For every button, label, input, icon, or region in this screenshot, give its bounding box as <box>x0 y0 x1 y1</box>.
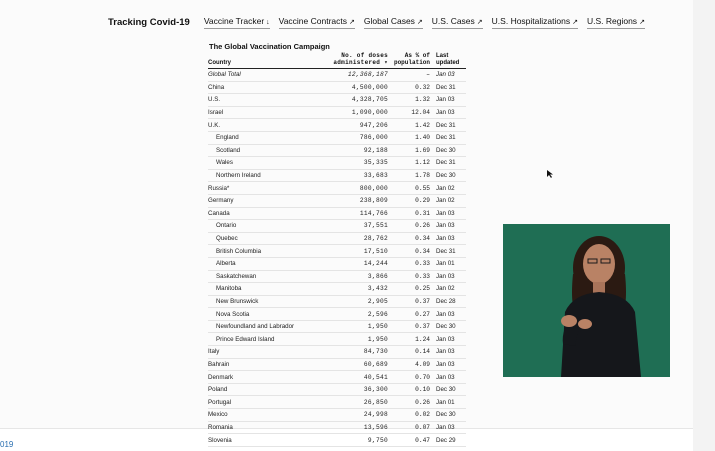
doses-cell: 40,541 <box>326 371 388 384</box>
doses-cell: 238,809 <box>326 194 388 207</box>
bottom-link[interactable]: 019 <box>0 440 14 449</box>
table-row <box>208 232 466 245</box>
nav-item-vaccine-tracker[interactable]: Vaccine Tracker ↓ <box>204 16 270 29</box>
doses-cell: 13,596 <box>326 421 388 434</box>
updated-cell: Dec 31 <box>430 81 466 94</box>
country-cell: Alberta <box>208 257 326 270</box>
updated-cell: Dec 29 <box>430 434 466 447</box>
percent-cell: 0.29 <box>388 194 430 207</box>
external-arrow-icon: ↗ <box>476 18 483 26</box>
country-cell: Slovenia <box>208 434 326 447</box>
doses-cell: 84,730 <box>326 346 388 359</box>
updated-cell: Jan 03 <box>430 232 466 245</box>
table-row <box>208 220 466 233</box>
percent-cell: 0.55 <box>388 182 430 195</box>
table-row <box>208 396 466 409</box>
percent-cell: 0.02 <box>388 409 430 422</box>
doses-cell: 33,683 <box>326 169 388 182</box>
doses-cell: 800,000 <box>326 182 388 195</box>
percent-cell: 0.37 <box>388 295 430 308</box>
percent-cell: 1.78 <box>388 169 430 182</box>
table-row <box>208 245 466 258</box>
doses-cell: 2,905 <box>326 295 388 308</box>
table-row <box>208 333 466 346</box>
doses-cell: 3,866 <box>326 270 388 283</box>
doses-cell: 947,206 <box>326 119 388 132</box>
doses-cell: 4,500,000 <box>326 81 388 94</box>
percent-cell: 1.40 <box>388 131 430 144</box>
table-row <box>208 106 466 119</box>
percent-cell: 4.09 <box>388 358 430 371</box>
percent-cell: 0.27 <box>388 308 430 321</box>
updated-cell: Jan 03 <box>430 358 466 371</box>
updated-cell: Dec 31 <box>430 245 466 258</box>
percent-cell: 0.26 <box>388 220 430 233</box>
external-arrow-icon: ↗ <box>349 18 355 26</box>
percent-cell: 1.24 <box>388 333 430 346</box>
table-row <box>208 157 466 170</box>
updated-cell: Dec 30 <box>430 144 466 157</box>
updated-cell: Dec 30 <box>430 383 466 396</box>
country-cell: Romania <box>208 421 326 434</box>
country-cell: Germany <box>208 194 326 207</box>
header-doses[interactable]: No. of doses administered ▾ <box>326 53 388 69</box>
country-cell: U.S. <box>208 94 326 107</box>
country-cell: Israel <box>208 106 326 119</box>
country-cell: Portugal <box>208 396 326 409</box>
country-cell: Mexico <box>208 409 326 422</box>
header-country[interactable]: Country <box>208 53 326 69</box>
doses-cell: 1,950 <box>326 333 388 346</box>
percent-cell: 0.34 <box>388 232 430 245</box>
country-cell: China <box>208 81 326 94</box>
updated-cell: Jan 02 <box>430 194 466 207</box>
doses-cell: 9,750 <box>326 434 388 447</box>
table-row <box>208 421 466 434</box>
country-cell: Prince Edward Island <box>208 333 326 346</box>
table-row <box>208 308 466 321</box>
table-row <box>208 270 466 283</box>
country-cell: Quebec <box>208 232 326 245</box>
table-row <box>208 207 466 220</box>
nav-title: Tracking Covid-19 <box>108 16 190 28</box>
header-updated[interactable]: Last updated <box>430 53 466 69</box>
country-cell: British Columbia <box>208 245 326 258</box>
country-cell: U.K. <box>208 119 326 132</box>
header-percent[interactable]: As % of population <box>388 53 430 69</box>
updated-cell: Jan 01 <box>430 257 466 270</box>
country-cell: New Brunswick <box>208 295 326 308</box>
country-cell: Italy <box>208 346 326 359</box>
nav-item-global-cases[interactable]: Global Cases ↗ <box>364 16 423 29</box>
table-row <box>208 169 466 182</box>
doses-cell: 26,850 <box>326 396 388 409</box>
mouse-cursor-icon <box>547 170 553 178</box>
arrow-down-icon: ↓ <box>266 18 270 26</box>
table-row <box>208 182 466 195</box>
updated-cell: Dec 31 <box>430 131 466 144</box>
updated-cell: Jan 01 <box>430 396 466 409</box>
updated-cell: Jan 03 <box>430 270 466 283</box>
country-cell: Ontario <box>208 220 326 233</box>
percent-cell: 0.32 <box>388 81 430 94</box>
external-arrow-icon: ↗ <box>572 18 578 26</box>
nav-item-vaccine-contracts[interactable]: Vaccine Contracts ↗ <box>279 16 355 29</box>
table-row <box>208 409 466 422</box>
percent-cell: 0.31 <box>388 207 430 220</box>
percent-cell: 12.04 <box>388 106 430 119</box>
table-row <box>208 371 466 384</box>
percent-cell: 0.33 <box>388 257 430 270</box>
country-cell: Russia* <box>208 182 326 195</box>
doses-cell: 4,328,705 <box>326 94 388 107</box>
vaccination-table <box>208 53 466 447</box>
doses-cell: 35,335 <box>326 157 388 170</box>
doses-cell: 1,950 <box>326 320 388 333</box>
updated-cell: Jan 03 <box>430 371 466 384</box>
nav-item-us-cases[interactable]: U.S. Cases ↗ <box>432 16 483 29</box>
country-cell: Poland <box>208 383 326 396</box>
updated-cell: Jan 03 <box>430 346 466 359</box>
country-cell: Scotland <box>208 144 326 157</box>
updated-cell: Dec 31 <box>430 157 466 170</box>
percent-cell: 0.07 <box>388 421 430 434</box>
table-row <box>208 346 466 359</box>
percent-cell: 0.10 <box>388 383 430 396</box>
nav-item-us-regions[interactable]: U.S. Regions ↗ <box>587 16 645 29</box>
doses-cell: 3,432 <box>326 283 388 296</box>
updated-cell: Jan 02 <box>430 182 466 195</box>
updated-cell: Dec 30 <box>430 409 466 422</box>
updated-cell: Jan 03 <box>430 207 466 220</box>
updated-cell: Jan 02 <box>430 283 466 296</box>
percent-cell: 0.37 <box>388 320 430 333</box>
country-cell: Global Total <box>208 69 326 82</box>
doses-cell: 14,244 <box>326 257 388 270</box>
updated-cell: Dec 31 <box>430 119 466 132</box>
updated-cell: Jan 03 <box>430 94 466 107</box>
doses-cell: 24,998 <box>326 409 388 422</box>
country-cell: Newfoundland and Labrador <box>208 320 326 333</box>
table-row <box>208 119 466 132</box>
percent-cell: 1.32 <box>388 94 430 107</box>
table-row <box>208 81 466 94</box>
table-header-row <box>208 53 466 69</box>
doses-cell: 92,188 <box>326 144 388 157</box>
country-cell: Wales <box>208 157 326 170</box>
country-cell: Northern Ireland <box>208 169 326 182</box>
doses-cell: 60,689 <box>326 358 388 371</box>
doses-cell: 28,762 <box>326 232 388 245</box>
external-arrow-icon: ↗ <box>416 18 423 26</box>
table-row <box>208 144 466 157</box>
percent-cell: 0.25 <box>388 283 430 296</box>
tracker-nav <box>108 14 654 30</box>
table-row <box>208 383 466 396</box>
table-row <box>208 358 466 371</box>
updated-cell: Dec 28 <box>430 295 466 308</box>
percent-cell: 0.47 <box>388 434 430 447</box>
country-cell: Denmark <box>208 371 326 384</box>
table-row <box>208 434 466 447</box>
doses-cell: 1,090,000 <box>326 106 388 119</box>
sign-language-video[interactable] <box>503 224 670 377</box>
table-row <box>208 194 466 207</box>
country-cell: England <box>208 131 326 144</box>
updated-cell: Jan 03 <box>430 421 466 434</box>
table-row <box>208 94 466 107</box>
country-cell: Nova Scotia <box>208 308 326 321</box>
updated-cell: Jan 03 <box>430 69 466 82</box>
doses-cell: 37,551 <box>326 220 388 233</box>
interpreter-figure <box>503 224 670 377</box>
percent-cell: 1.42 <box>388 119 430 132</box>
table-row <box>208 320 466 333</box>
country-cell: Bahrain <box>208 358 326 371</box>
table-title: The Global Vaccination Campaign <box>209 42 330 51</box>
external-arrow-icon: ↗ <box>639 18 645 26</box>
percent-cell: 1.69 <box>388 144 430 157</box>
updated-cell: Jan 03 <box>430 333 466 346</box>
percent-cell: 1.12 <box>388 157 430 170</box>
percent-cell: 0.26 <box>388 396 430 409</box>
updated-cell: Jan 03 <box>430 106 466 119</box>
doses-cell: 786,000 <box>326 131 388 144</box>
country-cell: Manitoba <box>208 283 326 296</box>
table-row <box>208 257 466 270</box>
percent-cell: 0.14 <box>388 346 430 359</box>
percent-cell: 0.33 <box>388 270 430 283</box>
doses-cell: 17,510 <box>326 245 388 258</box>
updated-cell: Jan 03 <box>430 308 466 321</box>
percent-cell: 0.34 <box>388 245 430 258</box>
table-body <box>208 69 466 447</box>
percent-cell: 0.70 <box>388 371 430 384</box>
table-row <box>208 69 466 82</box>
table-row <box>208 131 466 144</box>
table-row <box>208 295 466 308</box>
updated-cell: Dec 30 <box>430 320 466 333</box>
table-row <box>208 283 466 296</box>
nav-item-us-hospitalizations[interactable]: U.S. Hospitalizations ↗ <box>492 16 578 29</box>
updated-cell: Jan 03 <box>430 220 466 233</box>
country-cell: Saskatchewan <box>208 270 326 283</box>
doses-cell: 2,596 <box>326 308 388 321</box>
doses-cell: 114,766 <box>326 207 388 220</box>
window-edge <box>693 0 715 451</box>
percent-cell: – <box>388 69 430 82</box>
doses-cell: 12,368,187 <box>326 69 388 82</box>
doses-cell: 36,300 <box>326 383 388 396</box>
updated-cell: Dec 30 <box>430 169 466 182</box>
country-cell: Canada <box>208 207 326 220</box>
